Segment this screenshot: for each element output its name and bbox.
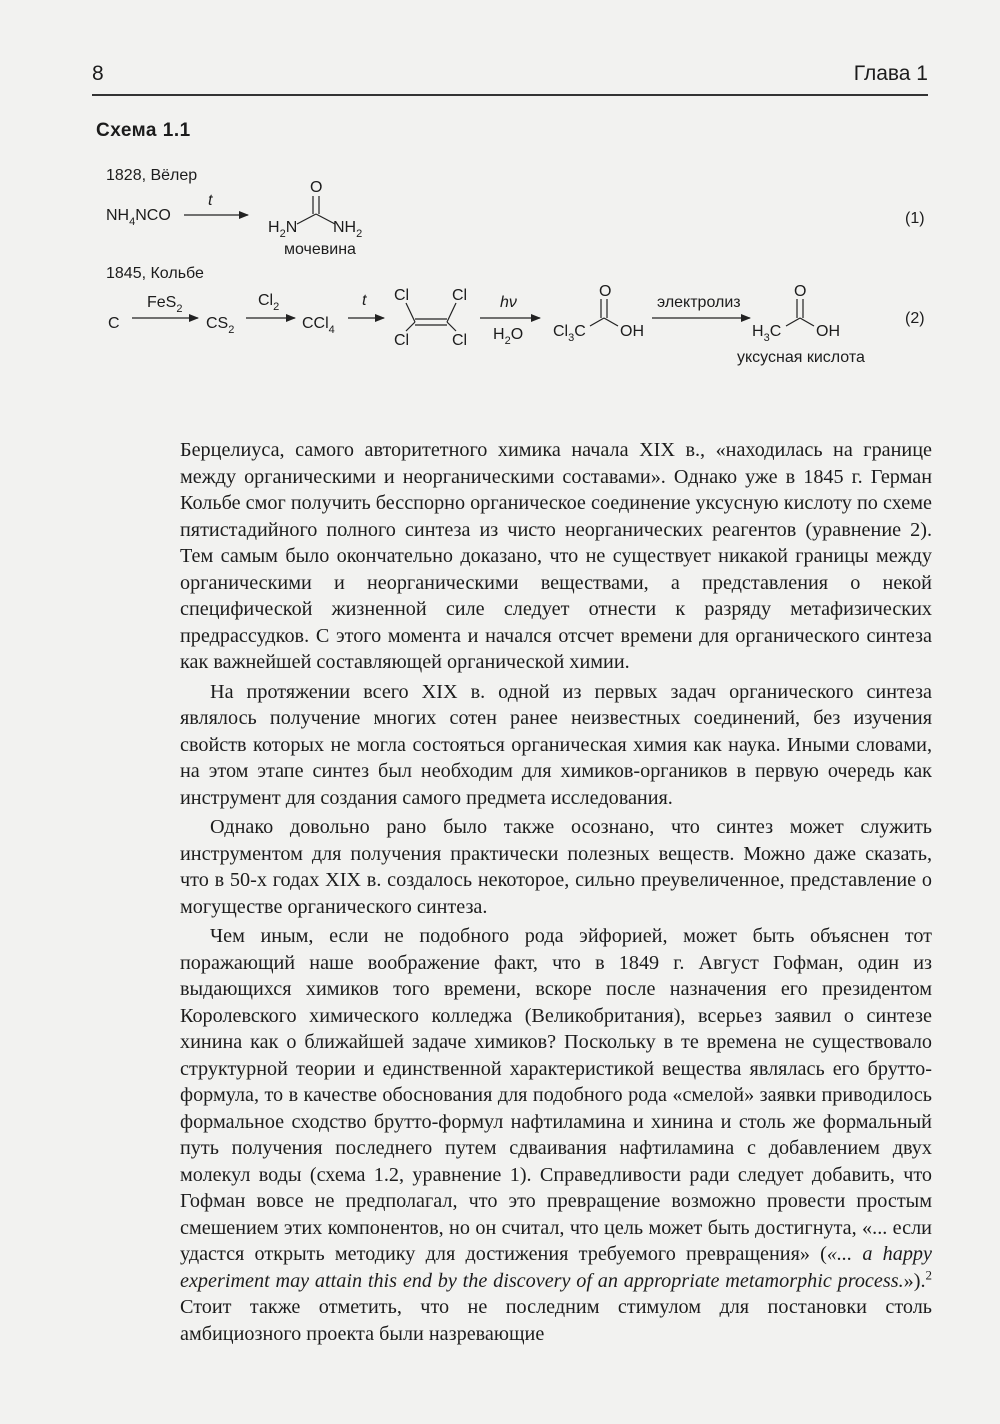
step3-condition: t <box>362 292 367 309</box>
acetic-cc-bond <box>786 318 800 326</box>
footnote-ref[interactable]: 2 <box>925 1266 932 1282</box>
step1-reagent: FeS$_2$ <box>147 294 183 315</box>
tca-coh-bond <box>604 318 618 326</box>
c2cl4-cl-bottom-left: Cl <box>394 332 410 349</box>
tca-ccl3: $Cl_3C$ <box>553 323 586 344</box>
c2cl4-bond-br <box>447 322 456 331</box>
step2-reagent: $Cl_2$ <box>258 292 280 313</box>
eq1-label: 1828, Вёлер <box>106 167 198 184</box>
ccl4: CCl$_4$ <box>302 315 335 336</box>
paragraph-3: Однако довольно рано было также осознано, что синтез может служить инструментом для получения практически полезных веществ. Можно даже сказать, что в 50-х годах XIX в. создалось некоторое, сильно преувеличенное, представление о могуществе органического синтеза. <box>180 816 932 918</box>
paragraph-1: Берцелиуса, самого авторитетного химика начала XIX в., «находилась на границе между органическими и неорганическими составами». Однако уже в 1845 г. Герман Кольбе смог получить бесспорно органическое соединение уксусную кислоту по схеме пятистадийного полного синтеза из чисто неорганических реагентов (уравнение 2). Тем самым было окончательно доказано, что не существует никакой границы между органическими и неорганическими веществами, а представления о некой специфической жизненной силе следует отнести к разряду метафизических предрассудков. С этого момента и начался отсчет времени для органического синтеза как важнейшей составляющей органической химии. <box>180 439 932 673</box>
c2cl4-bond-tr <box>447 303 456 322</box>
acetic-ch3: $H_3C$ <box>752 323 782 344</box>
paragraph-2: На протяжении всего XIX в. одной из первых задач органического синтеза являлось получение многих сотен ранее неизвестных соединений, без изучения свойств которых не могла состояться органическая химия как наука. Иными словами, на этом этапе синтез был необходим для химиков-органиков в первую очередь как инструмент для создания самого предмета исследования. <box>180 680 932 809</box>
acetic-oh: OH <box>816 323 840 340</box>
acetic-coh-bond <box>800 318 814 326</box>
c2cl4-cl-top-right: Cl <box>452 287 468 304</box>
eq1-condition: t <box>208 192 213 209</box>
step4-condition-top: hν <box>500 294 517 311</box>
step4-condition-bottom: $H_2O$ <box>493 326 524 347</box>
page-number: 8 <box>92 62 104 85</box>
c2cl4-bond-bl <box>406 322 415 331</box>
cs2: $CS_2$ <box>206 315 235 336</box>
urea-right-group: $NH_2$ <box>333 219 363 240</box>
urea-left-group: $H_2N$ <box>268 219 298 240</box>
tca-oh: OH <box>620 323 644 340</box>
c2cl4-cl-top-left: Cl <box>394 287 410 304</box>
eq1-reactant: $NH_4NCO$ <box>106 207 171 228</box>
c2cl4-bond-tl <box>406 303 415 322</box>
scheme-title: Схема 1.1 <box>96 120 191 141</box>
paragraph-4-text-c: Стоит также отметить, что не последним стимулом для постановки столь амбициозного проекта были назревающие <box>180 1296 932 1345</box>
chapter-label: Глава 1 <box>853 62 928 85</box>
eq2-number: (2) <box>905 310 925 327</box>
urea-name: мочевина <box>284 241 356 258</box>
paragraph-4 <box>180 923 932 1347</box>
paragraph-4-text-a: Чем иным, если не подобного рода эйфорией, может быть объяснен тот поражающий наше воображение факт, что в 1849 г. Август Гофман, один из выдающихся химиков того времени, вскоре после назначения его президентом Королевского химического колледжа (Великобритания), всерьез заявил о синтезе хинина как о ближайшей задаче химиков? Поскольку в те времена не существовало структурной теории и единственной характеристикой вещества являлась его брутто-формула, то в качестве обоснования для подобного рода «смелой» заявки приводилось формальное сходство брутто-формул нафтиламина и хинина и столь же формальный путь получения последнего путем сдваивания нафтиламина с добавлением двух молекул воды (схема 1.2, уравнение 1). Справедливости ради следует добавить, что Гофман вовсе не предполагал, что это превращение возможно провести простым смешением этих компонентов, но он считал, что цель может быть достигнута, «... если удастся открыть методику для достижения требуемого превращения» ( <box>180 925 932 1265</box>
acetic-name: уксусная кислота <box>737 349 865 366</box>
body-text <box>180 437 932 1350</box>
acetic-carbonyl-o: O <box>794 283 807 300</box>
tca-cc-bond <box>590 318 604 326</box>
step5-condition: электролиз <box>657 294 741 311</box>
eq1-number: (1) <box>905 210 925 227</box>
tca-carbonyl-o: O <box>599 283 612 300</box>
urea-carbonyl-o: O <box>310 179 323 196</box>
reaction-scheme <box>0 150 1000 380</box>
paragraph-4-text-b: »). <box>903 1269 926 1292</box>
latin-quote: «... a happy experiment may attain this end by the discovery of an appropriate metamorphic process. <box>180 1243 932 1292</box>
c2cl4-cl-bottom-right: Cl <box>452 332 468 349</box>
urea-cn-bond-left <box>297 214 316 224</box>
header-rule <box>92 94 928 96</box>
eq2-label: 1845, Кольбе <box>106 265 204 282</box>
carbon: C <box>108 315 120 332</box>
